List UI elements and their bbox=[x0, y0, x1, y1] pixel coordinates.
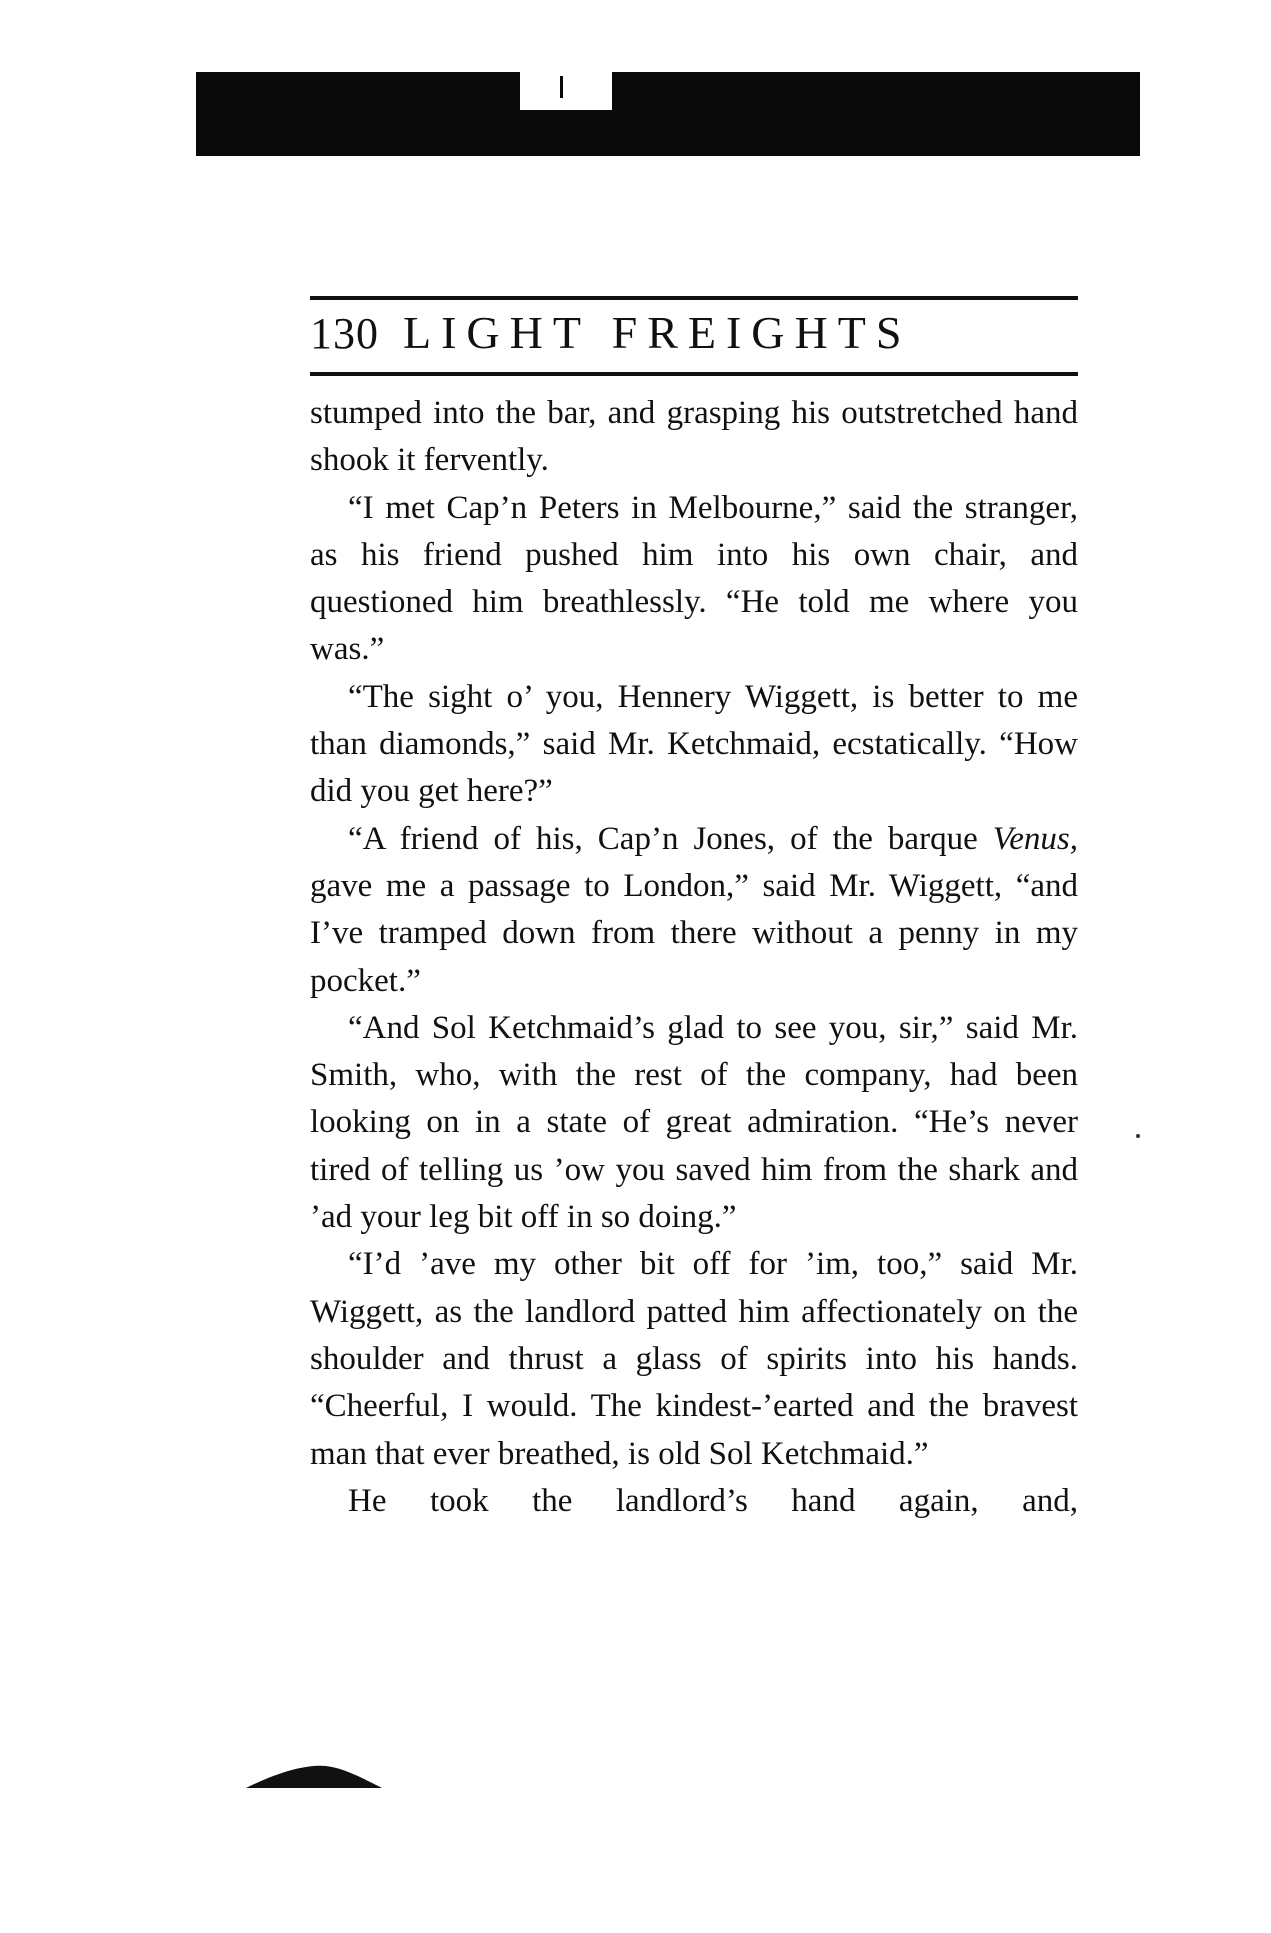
book-page bbox=[310, 296, 1078, 1525]
scan-dark-border bbox=[196, 72, 1140, 156]
printer-mark-ornament bbox=[244, 1760, 384, 1790]
paragraph-continuation: stumped into the bar, and grasping his outstretched hand shook it fervently. bbox=[310, 395, 1078, 479]
paragraph-wiggett: “I’d ’ave my other bit off for ’im, too,” said Mr. Wiggett, as the landlord patted him affectionately on the shoulder and thrust a glass of spirits into his hands. “Cheerful, I would. The kindest-’earted and the bravest man that ever breathed, is old Sol Ketchmaid.” bbox=[310, 1246, 1078, 1472]
running-title: LIGHT FREIGHTS bbox=[403, 307, 912, 358]
venus-text-after: gave me a passage to London,” said Mr. Wiggett, “and I’ve tramped down from there without a penny in my pocket.” bbox=[310, 867, 1078, 999]
scan-border-notch bbox=[520, 70, 612, 110]
venus-text-before: “A friend of his, Cap’n Jones, of the barque bbox=[348, 820, 993, 857]
paragraph-venus bbox=[310, 816, 1078, 1005]
paragraph-peters: “I met Cap’n Peters in Melbourne,” said the stranger, as his friend pushed him into his own chair, and questioned him breathlessly. “He told me where you was.” bbox=[310, 489, 1078, 668]
running-header bbox=[310, 300, 1078, 372]
ship-name: Venus, bbox=[992, 820, 1078, 857]
header-bottom-rule bbox=[310, 372, 1078, 376]
paragraph-landlord-hand: He took the landlord’s hand again, and, bbox=[348, 1482, 1078, 1519]
scan-speck bbox=[1136, 1134, 1140, 1138]
body-text bbox=[310, 390, 1078, 1525]
paragraph-smith: “And Sol Ketchmaid’s glad to see you, sir,” said Mr. Smith, who, with the rest of the company, had been looking on in a state of great admiration. “He’s never tired of telling us ’ow you saved him from the shark and ’ad your leg bit off in so doing.” bbox=[310, 1009, 1078, 1236]
paragraph-diamonds: “The sight o’ you, Hennery Wiggett, is better to me than diamonds,” said Mr. Ketchmaid, ecstatically. “How did you get here?” bbox=[310, 678, 1078, 810]
page-number: 130 bbox=[310, 309, 379, 358]
